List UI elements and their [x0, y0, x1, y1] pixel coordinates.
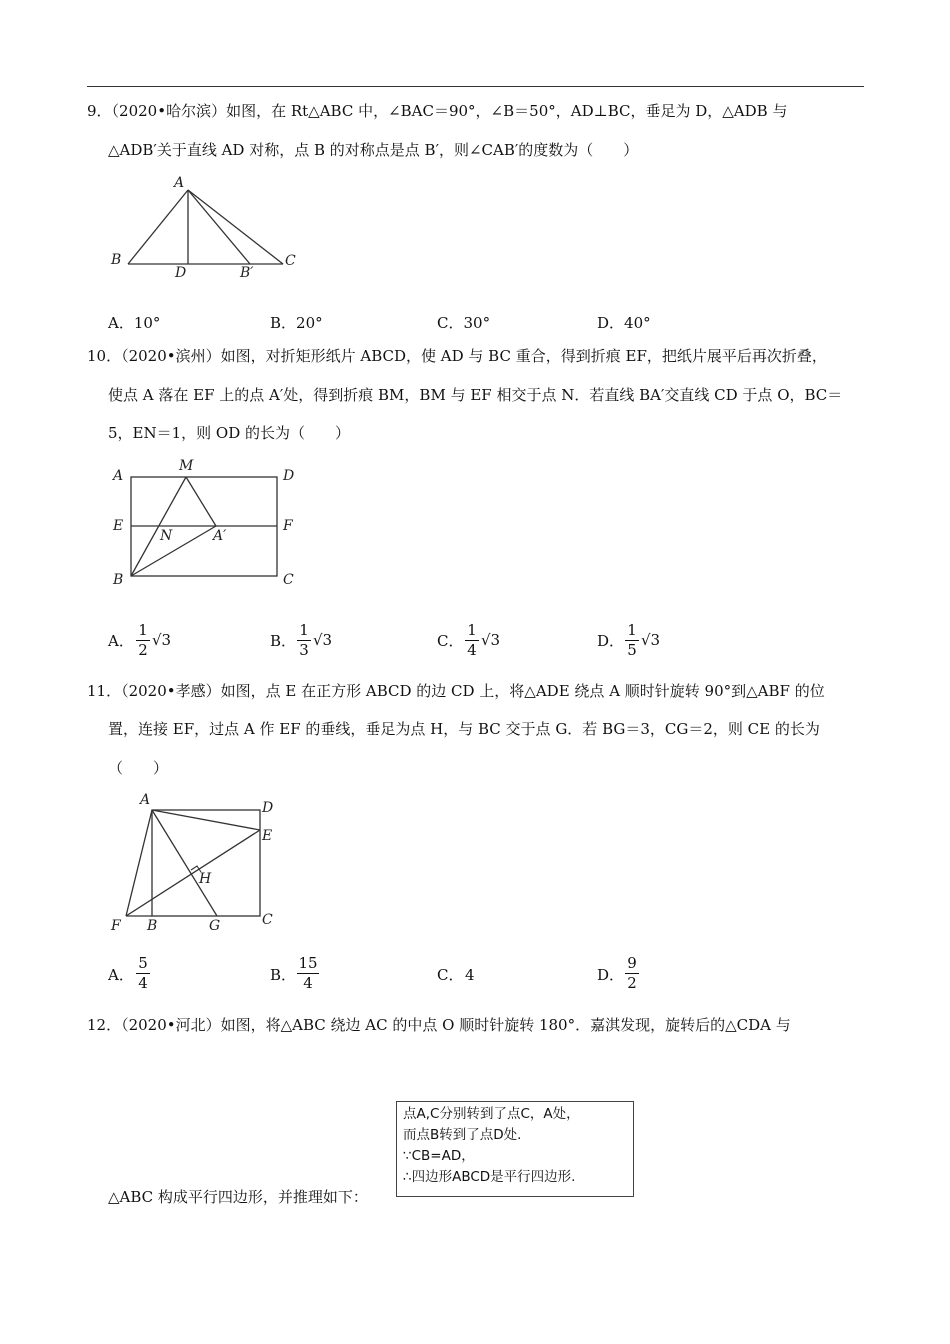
q9-label-c: C — [285, 253, 296, 269]
fraction-numerator: 1 — [627, 621, 637, 639]
q12-reasoning-box — [396, 1101, 634, 1197]
q10-label-f: F — [283, 518, 293, 534]
fraction-numerator: 1 — [299, 621, 309, 639]
q9-label-d: D — [175, 265, 187, 281]
fraction-numerator: 1 — [467, 621, 477, 639]
q10-option-c-fraction — [465, 622, 479, 659]
q11-figure — [105, 790, 290, 940]
q10-option-b-letter: B． — [270, 632, 297, 650]
q10-label-aprime: A′ — [213, 528, 227, 544]
q12-box-line3: ∵CB=AD， — [403, 1148, 475, 1164]
q11-option-d-fraction — [625, 955, 639, 992]
q10-option-a-letter: A． — [108, 632, 134, 650]
q12-box-line4: ∴四边形ABCD是平行四边形. — [403, 1169, 576, 1185]
q9-option-c: C．30° — [437, 314, 491, 332]
q10-option-d-radical: √3 — [641, 631, 661, 649]
q10-option-c-letter: C． — [437, 632, 464, 650]
q11-text-line3: （ ） — [108, 759, 169, 777]
q10-label-a: A — [113, 468, 124, 484]
q10-text-line1: 10．（2020•滨州）如图，对折矩形纸片 ABCD，使 AD 与 BC 重合，得到折痕 EF，把纸片展平后再次折叠， — [87, 347, 827, 365]
q11-option-b-fraction — [297, 955, 319, 992]
q11-label-b: B — [147, 918, 158, 934]
fraction-denominator: 4 — [467, 641, 477, 659]
q12-box-line1: 点A,C分别转到了点C，A处， — [403, 1106, 580, 1122]
q9-option-d: D．40° — [597, 314, 651, 332]
q11-option-b-letter: B． — [270, 966, 297, 984]
q11-option-d-letter: D． — [597, 966, 625, 984]
q10-label-n: N — [160, 528, 173, 544]
q10-text-line3: 5，EN＝1，则 OD 的长为（ ） — [108, 424, 351, 442]
q11-label-h: H — [199, 871, 212, 887]
fraction-numerator: 1 — [138, 621, 148, 639]
q11-label-a: A — [140, 792, 151, 808]
q10-label-m: M — [179, 458, 194, 474]
q11-text-line2: 置，连接 EF，过点 A 作 EF 的垂线，垂足为点 H，与 BC 交于点 G．若 BG＝3，CG＝2，则 CE 的长为 — [108, 720, 820, 738]
fraction-denominator: 4 — [138, 974, 148, 992]
q9-label-b: B — [111, 252, 122, 268]
q10-option-d-fraction — [625, 622, 639, 659]
q10-label-e: E — [113, 518, 124, 534]
fraction-denominator: 3 — [299, 641, 309, 659]
q10-label-b: B — [113, 572, 124, 588]
fraction-denominator: 5 — [627, 641, 637, 659]
header-rule — [87, 86, 864, 87]
q11-option-c-value: 4 — [465, 966, 475, 984]
q10-label-d: D — [283, 468, 295, 484]
fraction-numerator: 9 — [627, 954, 637, 972]
q10-option-b-radical: √3 — [313, 631, 333, 649]
q11-option-a-letter: A． — [108, 966, 134, 984]
q10-option-a-fraction — [136, 622, 150, 659]
q11-option-a-fraction — [136, 955, 150, 992]
fraction-numerator: 5 — [138, 954, 148, 972]
q9-text-line1: 9．（2020•哈尔滨）如图，在 Rt△ABC 中，∠BAC＝90°，∠B＝50°，AD⊥BC，垂足为 D，△ADB 与 — [87, 102, 788, 120]
q10-label-c: C — [283, 572, 294, 588]
q10-option-c-radical: √3 — [481, 631, 501, 649]
fraction-denominator: 2 — [627, 974, 637, 992]
fraction-denominator: 2 — [138, 641, 148, 659]
q10-option-a-radical: √3 — [152, 631, 172, 649]
q10-option-b-fraction — [297, 622, 311, 659]
q10-figure — [105, 456, 310, 591]
q9-text-line2: △ADB′关于直线 AD 对称，点 B 的对称点是点 B′，则∠CAB′的度数为（ ） — [108, 141, 639, 159]
q9-option-a: A．10° — [108, 314, 161, 332]
q12-text-line2: △ABC 构成平行四边形，并推理如下： — [108, 1188, 368, 1206]
q12-box-line2: 而点B转到了点D处. — [403, 1127, 522, 1143]
q11-label-g: G — [209, 918, 221, 934]
q11-label-c: C — [262, 912, 273, 928]
q9-label-a: A — [174, 175, 185, 191]
q11-label-e: E — [262, 828, 273, 844]
q9-option-b: B．20° — [270, 314, 323, 332]
q12-text-line1: 12．（2020•河北）如图，将△ABC 绕边 AC 的中点 O 顺时针旋转 180°．嘉淇发现，旋转后的△CDA 与 — [87, 1016, 791, 1034]
fraction-numerator: 15 — [298, 954, 318, 972]
fraction-denominator: 4 — [303, 974, 313, 992]
q11-option-c-letter: C． — [437, 966, 464, 984]
q11-text-line1: 11．（2020•孝感）如图，点 E 在正方形 ABCD 的边 CD 上，将△ADE 绕点 A 顺时针旋转 90°到△ABF 的位 — [87, 682, 825, 700]
q9-label-bprime: B′ — [240, 265, 254, 281]
q10-text-line2: 使点 A 落在 EF 上的点 A′处，得到折痕 BM，BM 与 EF 相交于点 N．若直线 BA′交直线 CD 于点 O，BC＝ — [108, 386, 843, 404]
q9-figure — [105, 172, 305, 282]
q11-label-f: F — [111, 918, 121, 934]
q11-label-d: D — [262, 800, 274, 816]
q10-option-d-letter: D． — [597, 632, 625, 650]
